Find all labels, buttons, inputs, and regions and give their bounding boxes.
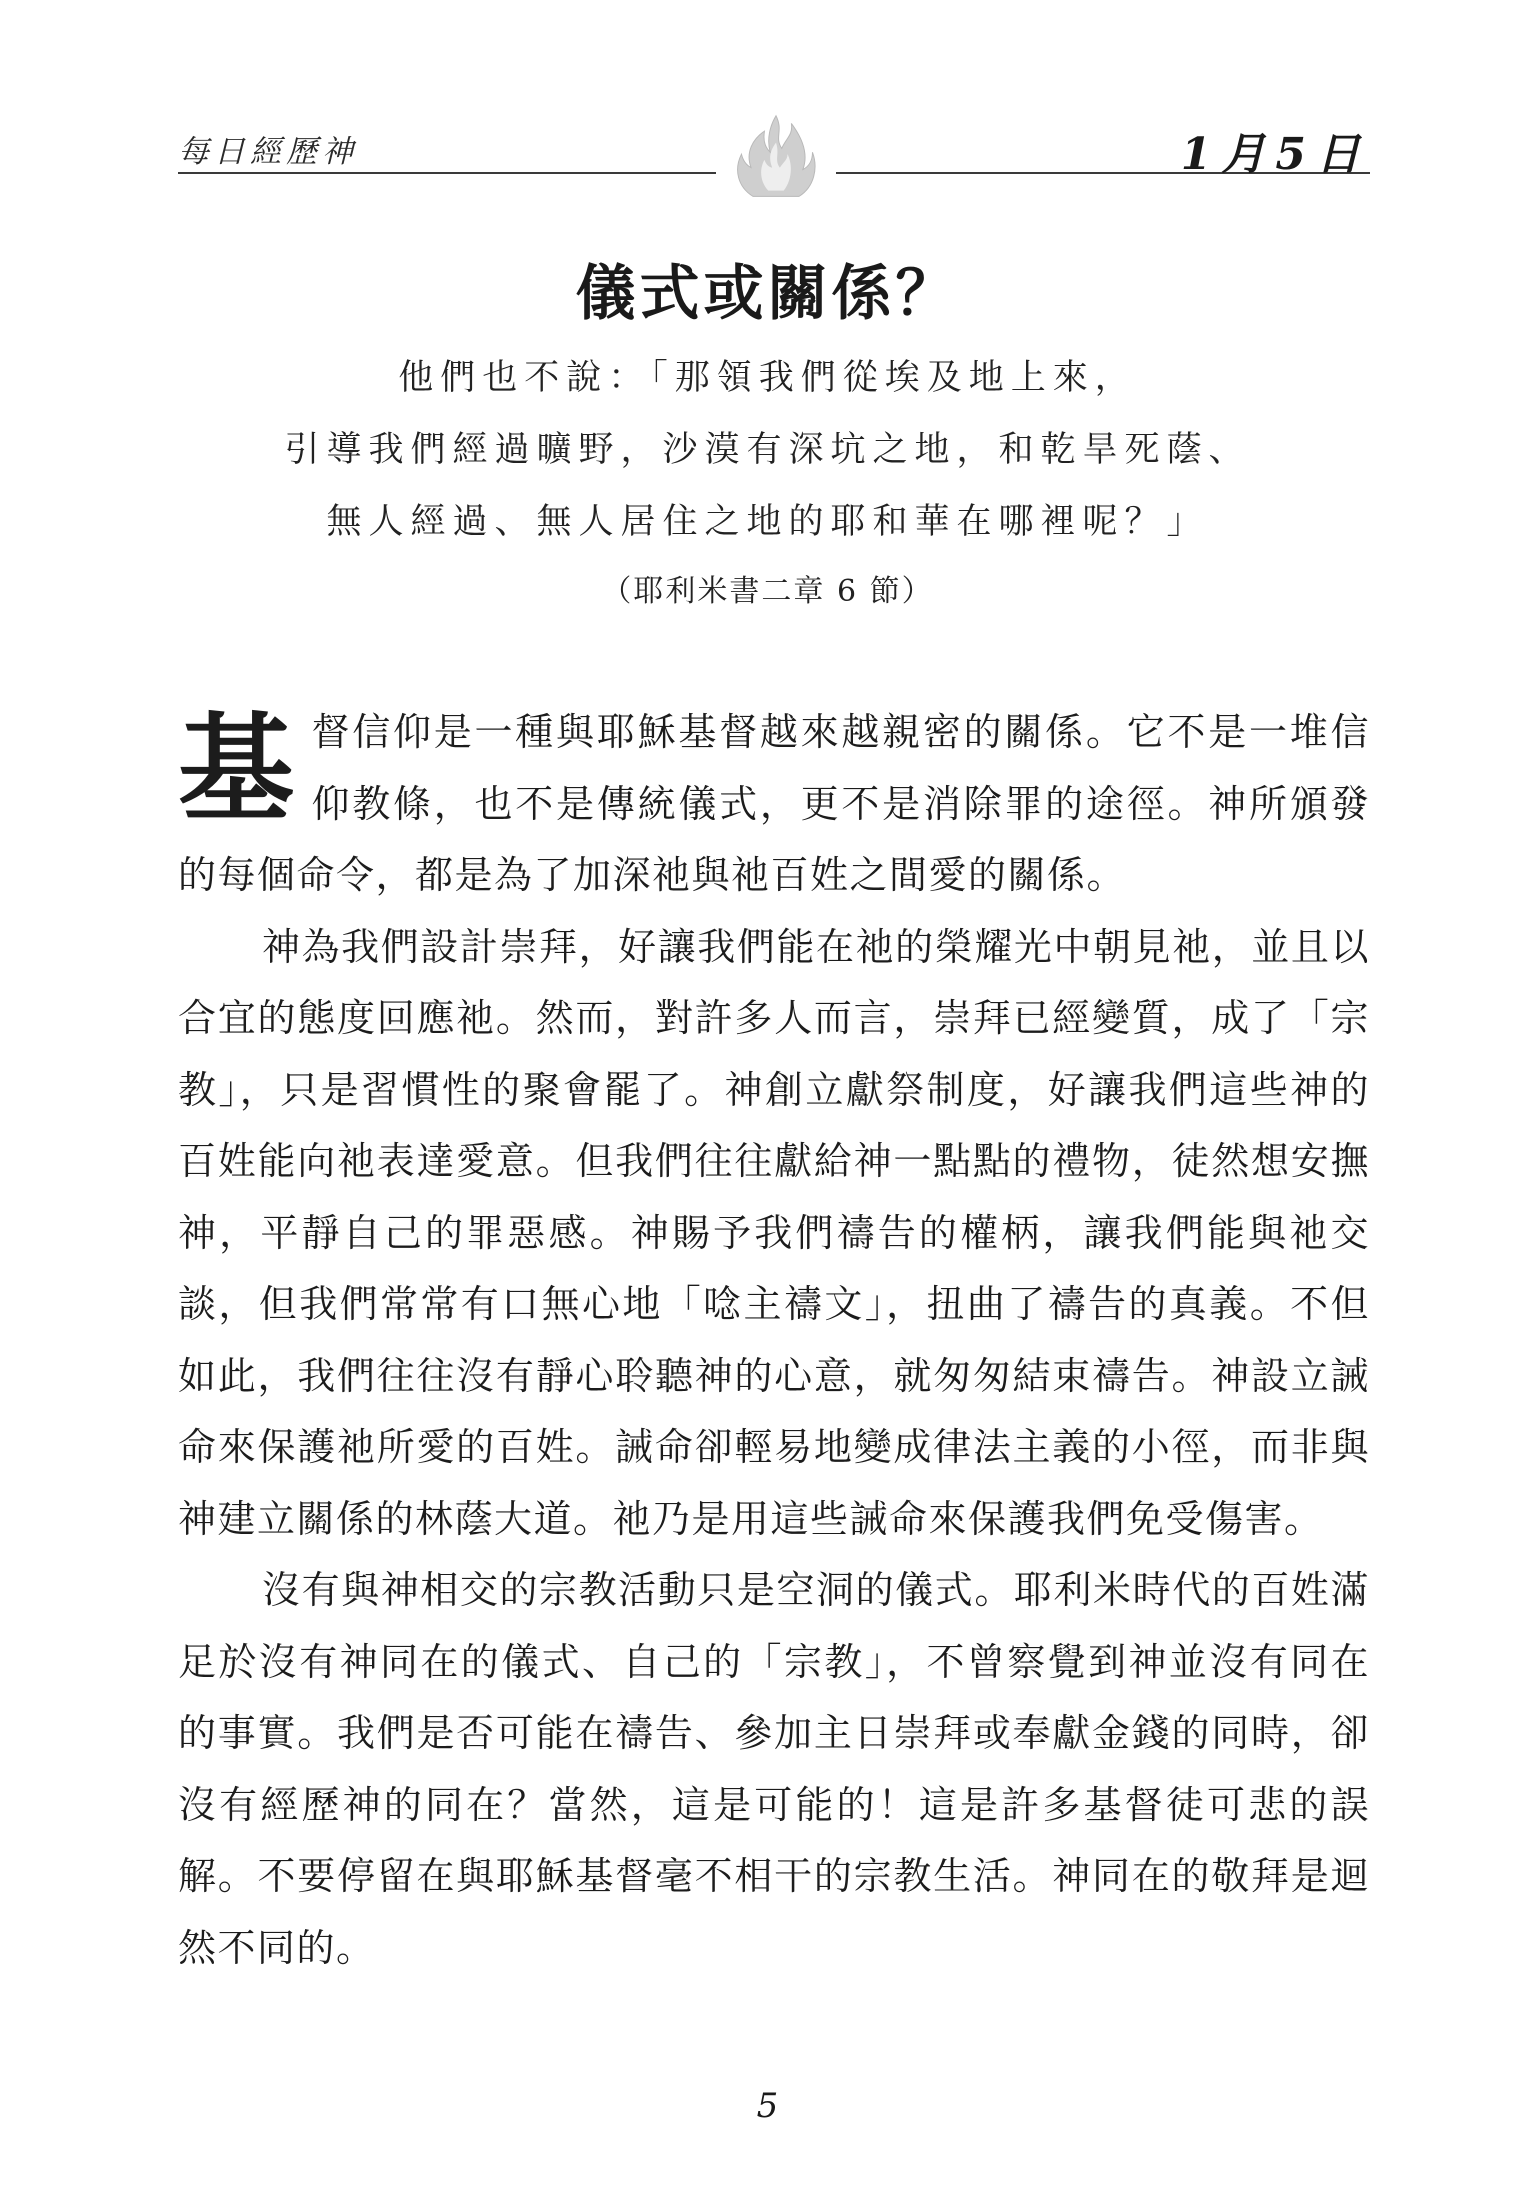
flame-icon — [728, 110, 824, 206]
paragraph-3: 沒有與神相交的宗教活動只是空洞的儀式。耶利米時代的百姓滿足於沒有神同在的儀式、自己的「宗教」，不曾察覺到神並沒有同在的事實。我們是否可能在禱告、參加主日崇拜或奉獻金錢的同時，卻沒有經歷神的同在？當然，這是可能的！這是許多基督徒可悲的誤解。不要停留在與耶穌基督毫不相干的宗教生活。神同在的敬拜是迴然不同的。 — [178, 1568, 1370, 1970]
running-title: 每日經歷神 — [178, 134, 358, 170]
page-header — [178, 118, 1370, 182]
verse-line-1: 他們也不說：「那領我們從埃及地上來， — [398, 358, 1137, 398]
header-rule-left — [178, 172, 716, 174]
paragraph-1 — [178, 697, 1370, 912]
drop-cap: 基 — [178, 701, 296, 837]
verse-reference: （耶利米書二章 6 節） — [601, 574, 934, 609]
paragraph-1-text: 督信仰是一種與耶穌基督越來越親密的關係。它不是一堆信仰教條，也不是傳統儀式，更不是消除罪的途徑。神所頒發的每個命令，都是為了加深祂與祂百姓之間愛的關係。 — [178, 710, 1370, 897]
verse-line-2: 引導我們經過曠野，沙漠有深坑之地，和乾旱死蔭、 — [284, 430, 1251, 470]
devotion-title: 儀式或關係？ — [575, 259, 960, 329]
page-date: 1月5日 — [1180, 129, 1370, 180]
body-text — [178, 697, 1370, 1984]
paragraph-2: 神為我們設計崇拜，好讓我們能在祂的榮耀光中朝見祂，並且以合宜的態度回應祂。然而，對許多人而言，崇拜已經變質，成了「宗教」，只是習慣性的聚會罷了。神創立獻祭制度，好讓我們這些神的百姓能向祂表達愛意。但我們往往獻給神一點點的禮物，徒然想安撫神，平靜自己的罪惡感。神賜予我們禱告的權柄，讓我們能與祂交談，但我們常常有口無心地「唸主禱文」，扭曲了禱告的真義。不但如此，我們往往沒有靜心聆聽神的心意，就匆匆結束禱告。神設立誡命來保護祂所愛的百姓。誡命卻輕易地變成律法主義的小徑，而非與神建立關係的林蔭大道。祂乃是用這些誡命來保護我們免受傷害。 — [178, 924, 1370, 1541]
verse-line-3: 無人經過、無人居住之地的耶和華在哪裡呢？」 — [326, 502, 1209, 542]
page-number: 5 — [756, 2086, 779, 2126]
